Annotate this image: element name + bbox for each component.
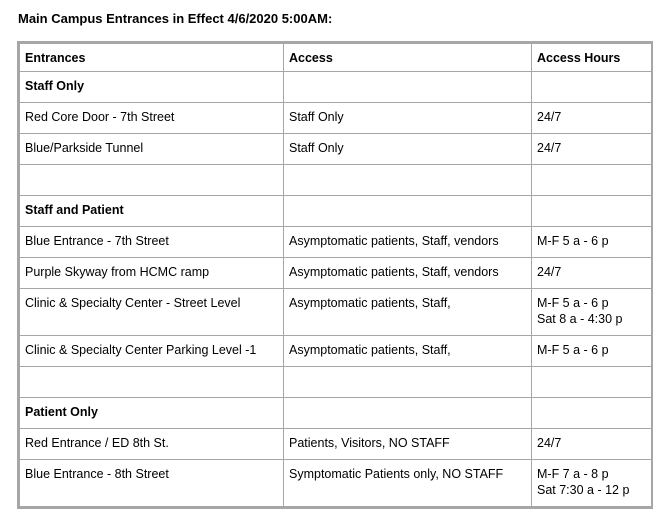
- access-cell: Patients, Visitors, NO STAFF: [284, 429, 532, 460]
- access-hours-cell: [532, 398, 652, 429]
- access-cell: [284, 398, 532, 429]
- access-hours-cell: [532, 460, 652, 507]
- access-hours-cell: [532, 289, 652, 336]
- table-row: [20, 227, 652, 258]
- entrance-cell: Red Entrance / ED 8th St.: [20, 429, 284, 460]
- table-row: [20, 336, 652, 367]
- access-cell: [284, 165, 532, 196]
- access-hours-cell: [532, 134, 652, 165]
- access-hours-line: 24/7: [537, 265, 562, 279]
- access-hours-line: M-F 5 a - 6 p: [537, 296, 609, 310]
- access-hours-line: M-F 7 a - 8 p: [537, 467, 609, 481]
- table-body: [20, 72, 652, 507]
- entrance-cell: Blue Entrance - 7th Street: [20, 227, 284, 258]
- access-cell: Asymptomatic patients, Staff,: [284, 289, 532, 336]
- table-row: [20, 134, 652, 165]
- access-hours-cell: [532, 429, 652, 460]
- entrances-table: [19, 43, 652, 507]
- access-hours-cell: [532, 367, 652, 398]
- entrance-cell: [20, 367, 284, 398]
- access-hours-cell: [532, 336, 652, 367]
- access-cell: Asymptomatic patients, Staff,: [284, 336, 532, 367]
- access-cell: Symptomatic Patients only, NO STAFF: [284, 460, 532, 507]
- blank-row: [20, 367, 652, 398]
- table-row: [20, 103, 652, 134]
- access-hours-cell: [532, 103, 652, 134]
- column-header-access: Access: [284, 44, 532, 72]
- section-title: Patient Only: [20, 398, 284, 429]
- table-row: [20, 258, 652, 289]
- column-header-access-hours: Access Hours: [532, 44, 652, 72]
- access-hours-cell: [532, 258, 652, 289]
- table-row: [20, 460, 652, 507]
- section-header-row: [20, 72, 652, 103]
- access-cell: Staff Only: [284, 103, 532, 134]
- entrance-cell: Clinic & Specialty Center - Street Level: [20, 289, 284, 336]
- section-title: Staff Only: [20, 72, 284, 103]
- entrance-cell: Clinic & Specialty Center Parking Level -1: [20, 336, 284, 367]
- access-cell: Asymptomatic patients, Staff, vendors: [284, 258, 532, 289]
- entrance-cell: [20, 165, 284, 196]
- access-hours-cell: [532, 196, 652, 227]
- access-cell: Asymptomatic patients, Staff, vendors: [284, 227, 532, 258]
- entrance-cell: Red Core Door - 7th Street: [20, 103, 284, 134]
- section-header-row: [20, 196, 652, 227]
- entrance-cell: Purple Skyway from HCMC ramp: [20, 258, 284, 289]
- section-title: Staff and Patient: [20, 196, 284, 227]
- access-hours-cell: [532, 72, 652, 103]
- entrances-table-container: [17, 41, 653, 509]
- blank-row: [20, 165, 652, 196]
- access-cell: [284, 196, 532, 227]
- access-hours-line: Sat 7:30 a - 12 p: [537, 483, 630, 497]
- access-hours-line: 24/7: [537, 110, 562, 124]
- access-hours-line: 24/7: [537, 436, 562, 450]
- access-cell: [284, 72, 532, 103]
- access-hours-cell: [532, 227, 652, 258]
- table-row: [20, 289, 652, 336]
- access-hours-line: M-F 5 a - 6 p: [537, 234, 609, 248]
- entrance-cell: Blue/Parkside Tunnel: [20, 134, 284, 165]
- access-hours-line: 24/7: [537, 141, 562, 155]
- column-header-entrances: Entrances: [20, 44, 284, 72]
- access-hours-line: M-F 5 a - 6 p: [537, 343, 609, 357]
- document-title: Main Campus Entrances in Effect 4/6/2020 5:00AM:: [18, 11, 333, 26]
- table-row: [20, 429, 652, 460]
- access-hours-cell: [532, 165, 652, 196]
- access-hours-line: Sat 8 a - 4:30 p: [537, 312, 623, 326]
- access-cell: [284, 367, 532, 398]
- table-header-row: [20, 44, 652, 72]
- access-cell: Staff Only: [284, 134, 532, 165]
- entrance-cell: Blue Entrance - 8th Street: [20, 460, 284, 507]
- section-header-row: [20, 398, 652, 429]
